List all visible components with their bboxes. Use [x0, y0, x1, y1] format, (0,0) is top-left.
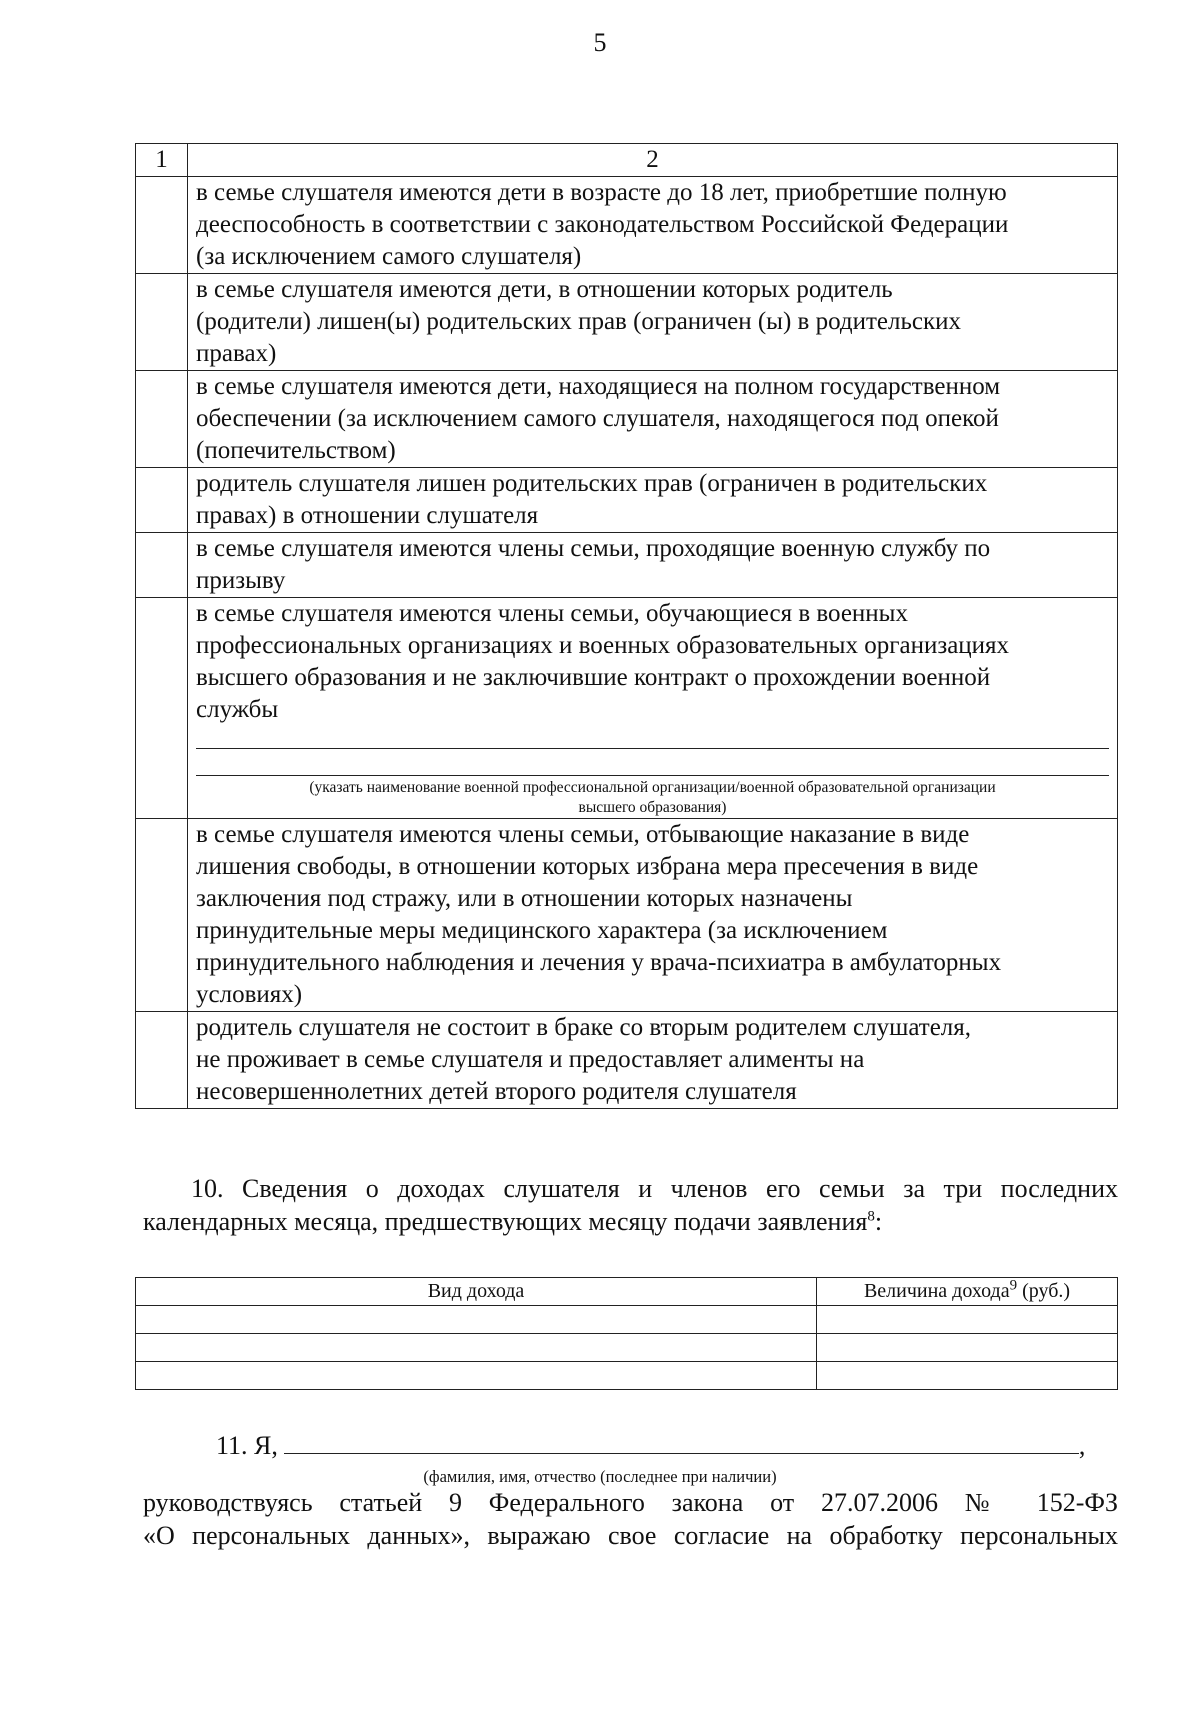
- section-11-name-line: [216, 1429, 1116, 1461]
- organization-name-input[interactable]: [196, 740, 1109, 749]
- income-amount-header-unit: (руб.): [1017, 1280, 1071, 1302]
- criterion-text: в семье слушателя имеются члены семьи, отбывающие наказание в виде лишения свободы, в отношении которых избрана мера пресечения в виде заключения под стражу, или в отношении которых назначены принудительные меры медицинского характера (за исключением принудительного наблюдения и лечения у врача-психиатра в амбулаторных условиях): [188, 819, 1118, 1012]
- column-2-header: 2: [188, 144, 1118, 177]
- income-header-row: [136, 1278, 1118, 1306]
- criterion-text: в семье слушателя имеются члены семьи, обучающиеся в военных профессиональных организациях и военных образовательных организациях высшего образования и не заключившие контракт о прохождении военной службы: [196, 600, 1010, 723]
- criterion-text: в семье слушателя имеются члены семьи, проходящие военную службу по призыву: [188, 533, 1118, 598]
- checkbox-cell[interactable]: [136, 177, 188, 274]
- table-row: [136, 819, 1118, 1012]
- section-10-paragraph: [143, 1172, 1118, 1238]
- footnote-8: 8: [867, 1208, 875, 1225]
- checkbox-cell[interactable]: [136, 468, 188, 533]
- table-row: [136, 598, 1118, 819]
- column-1-header: 1: [136, 144, 188, 177]
- income-amount-input[interactable]: [817, 1334, 1118, 1362]
- table-header-row: [136, 144, 1118, 177]
- income-type-input[interactable]: [136, 1334, 817, 1362]
- table-row: [136, 274, 1118, 371]
- criterion-text: в семье слушателя имеются дети в возрасте до 18 лет, приобретшие полную дееспособность в соответствии с законодательством Российской Федерации (за исключением самого слушателя): [188, 177, 1118, 274]
- table-row: [136, 1012, 1118, 1109]
- income-type-input[interactable]: [136, 1362, 817, 1390]
- full-name-input[interactable]: [284, 1429, 1079, 1454]
- section-11-suffix: ,: [1078, 1431, 1086, 1460]
- table-row: [136, 533, 1118, 598]
- table-row: [136, 177, 1118, 274]
- criterion-text: родитель слушателя лишен родительских прав (ограничен в родительских правах) в отношении слушателя: [188, 468, 1118, 533]
- checkbox-cell[interactable]: [136, 598, 188, 819]
- income-type-input[interactable]: [136, 1306, 817, 1334]
- footnote-9: 9: [1009, 1277, 1018, 1294]
- section-10-colon: :: [874, 1207, 883, 1236]
- income-amount-header-label: Величина дохода: [863, 1280, 1010, 1302]
- section-11-line-1: руководствуясь статьей 9 Федерального закона от 27.07.2006 № 152-ФЗ: [143, 1488, 1118, 1517]
- criterion-text: в семье слушателя имеются дети, находящиеся на полном государственном обеспечении (за исключением самого слушателя, находящегося под опекой (попечительством): [188, 371, 1118, 468]
- full-name-hint: (фамилия, имя, отчество (последнее при наличии): [423, 1467, 777, 1486]
- table-row: [136, 468, 1118, 533]
- checkbox-cell[interactable]: [136, 371, 188, 468]
- organization-hint: (указать наименование военной профессиональной организации/военной образовательной организации высшего образования): [309, 779, 996, 816]
- table-row: [136, 1334, 1118, 1362]
- checkbox-cell[interactable]: [136, 274, 188, 371]
- family-criteria-table: [135, 143, 1118, 1109]
- checkbox-cell[interactable]: [136, 819, 188, 1012]
- table-row: [136, 371, 1118, 468]
- income-amount-input[interactable]: [817, 1306, 1118, 1334]
- criterion-text: родитель слушателя не состоит в браке со вторым родителем слушателя, не проживает в семье слушателя и предоставляет алименты на несовершеннолетних детей второго родителя слушателя: [188, 1012, 1118, 1109]
- income-table: [135, 1277, 1118, 1390]
- section-10-line-2: календарных месяца, предшествующих месяцу подачи заявления: [143, 1207, 868, 1236]
- organization-name-input-line-2[interactable]: [196, 767, 1109, 776]
- military-criterion-cell: [188, 598, 1118, 819]
- criterion-text: в семье слушателя имеются дети, в отношении которых родитель (родители) лишен(ы) родительских прав (ограничен (ы) в родительских правах): [188, 274, 1118, 371]
- section-11-paragraph: [143, 1486, 1118, 1552]
- section-11-prefix: 11. Я,: [216, 1431, 278, 1460]
- table-row: [136, 1306, 1118, 1334]
- checkbox-cell[interactable]: [136, 1012, 188, 1109]
- page-number: 5: [593, 28, 607, 57]
- table-row: [136, 1362, 1118, 1390]
- section-10-line-1: 10. Сведения о доходах слушателя и членов его семьи за три последних: [191, 1174, 1118, 1203]
- income-amount-header: [817, 1278, 1118, 1306]
- section-11-line-2: «О персональных данных», выражаю свое согласие на обработку персональных: [143, 1521, 1118, 1550]
- checkbox-cell[interactable]: [136, 533, 188, 598]
- income-type-header: Вид дохода: [136, 1278, 817, 1306]
- income-amount-input[interactable]: [817, 1362, 1118, 1390]
